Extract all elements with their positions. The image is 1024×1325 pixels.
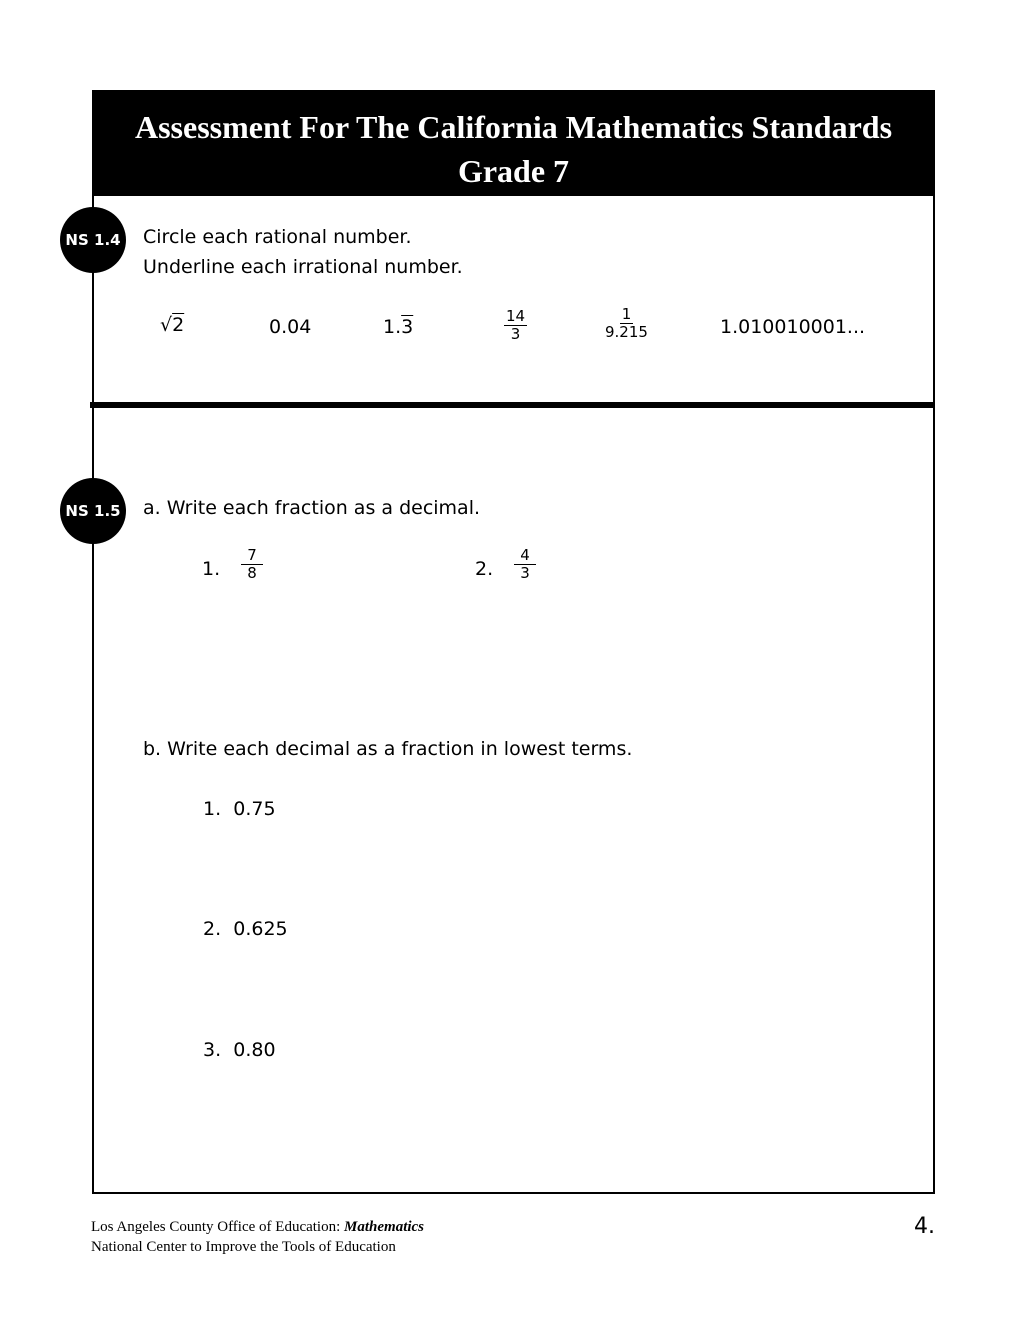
part-a-instruction: a. Write each fraction as a decimal. bbox=[143, 497, 481, 519]
fraction-denominator: 8 bbox=[247, 564, 257, 582]
repeating-digit: 3 bbox=[401, 316, 414, 338]
repeating-decimal-item bbox=[383, 316, 413, 338]
fraction-numerator: 1 bbox=[621, 305, 632, 323]
sqrt-symbol: √ bbox=[160, 314, 173, 336]
fraction-numerator: 14 bbox=[506, 307, 526, 325]
decimal-item: 0.04 bbox=[269, 316, 312, 338]
fraction-item-14-3 bbox=[504, 308, 527, 343]
part-a-fraction-2 bbox=[514, 547, 536, 582]
fraction-item-1-9215 bbox=[603, 306, 650, 341]
footer-line-1 bbox=[91, 1219, 424, 1236]
footer-line-2: National Center to Improve the Tools of Education bbox=[91, 1239, 396, 1255]
standard-badge-ns-1-5: NS 1.5 bbox=[60, 478, 126, 544]
part-a-item-2-label: 2. bbox=[475, 558, 494, 580]
fraction-denominator: 3 bbox=[510, 325, 521, 343]
standard-badge-ns-1-4: NS 1.4 bbox=[60, 207, 126, 273]
footer-organization: Los Angeles County Office of Education: bbox=[91, 1219, 345, 1235]
item-value: 0.625 bbox=[233, 918, 288, 940]
fraction-denominator: 9.215 bbox=[605, 323, 648, 341]
fraction-denominator: 3 bbox=[520, 564, 530, 582]
sqrt-value: 2 bbox=[172, 314, 185, 336]
item-value: 0.75 bbox=[233, 798, 276, 820]
page-title: Assessment For The California Mathematics Standards bbox=[134, 109, 893, 145]
footer-subject: Mathematics bbox=[344, 1219, 425, 1235]
item-label: 1. bbox=[203, 798, 222, 820]
fraction-numerator: 7 bbox=[241, 547, 263, 565]
repeating-whole: 1. bbox=[383, 316, 402, 338]
instruction-underline: Underline each irrational number. bbox=[143, 256, 463, 278]
page-header bbox=[92, 90, 935, 196]
fraction-numerator: 4 bbox=[514, 547, 536, 565]
part-a-fraction-1 bbox=[241, 547, 263, 582]
sqrt-item bbox=[160, 314, 184, 336]
page-number: 4. bbox=[914, 1214, 935, 1239]
part-b-item-3 bbox=[203, 1039, 276, 1061]
item-label: 3. bbox=[203, 1039, 222, 1061]
part-b-instruction: b. Write each decimal as a fraction in lowest terms. bbox=[143, 738, 633, 760]
nonrepeating-decimal-item: 1.010010001... bbox=[720, 316, 866, 338]
part-b-item-2 bbox=[203, 918, 288, 940]
item-value: 0.80 bbox=[233, 1039, 276, 1061]
instruction-circle: Circle each rational number. bbox=[143, 226, 412, 248]
item-label: 2. bbox=[203, 918, 222, 940]
section-divider bbox=[90, 402, 935, 408]
part-b-item-1 bbox=[203, 798, 276, 820]
page-subtitle: Grade 7 bbox=[457, 153, 570, 189]
part-a-item-1-label: 1. bbox=[202, 558, 221, 580]
